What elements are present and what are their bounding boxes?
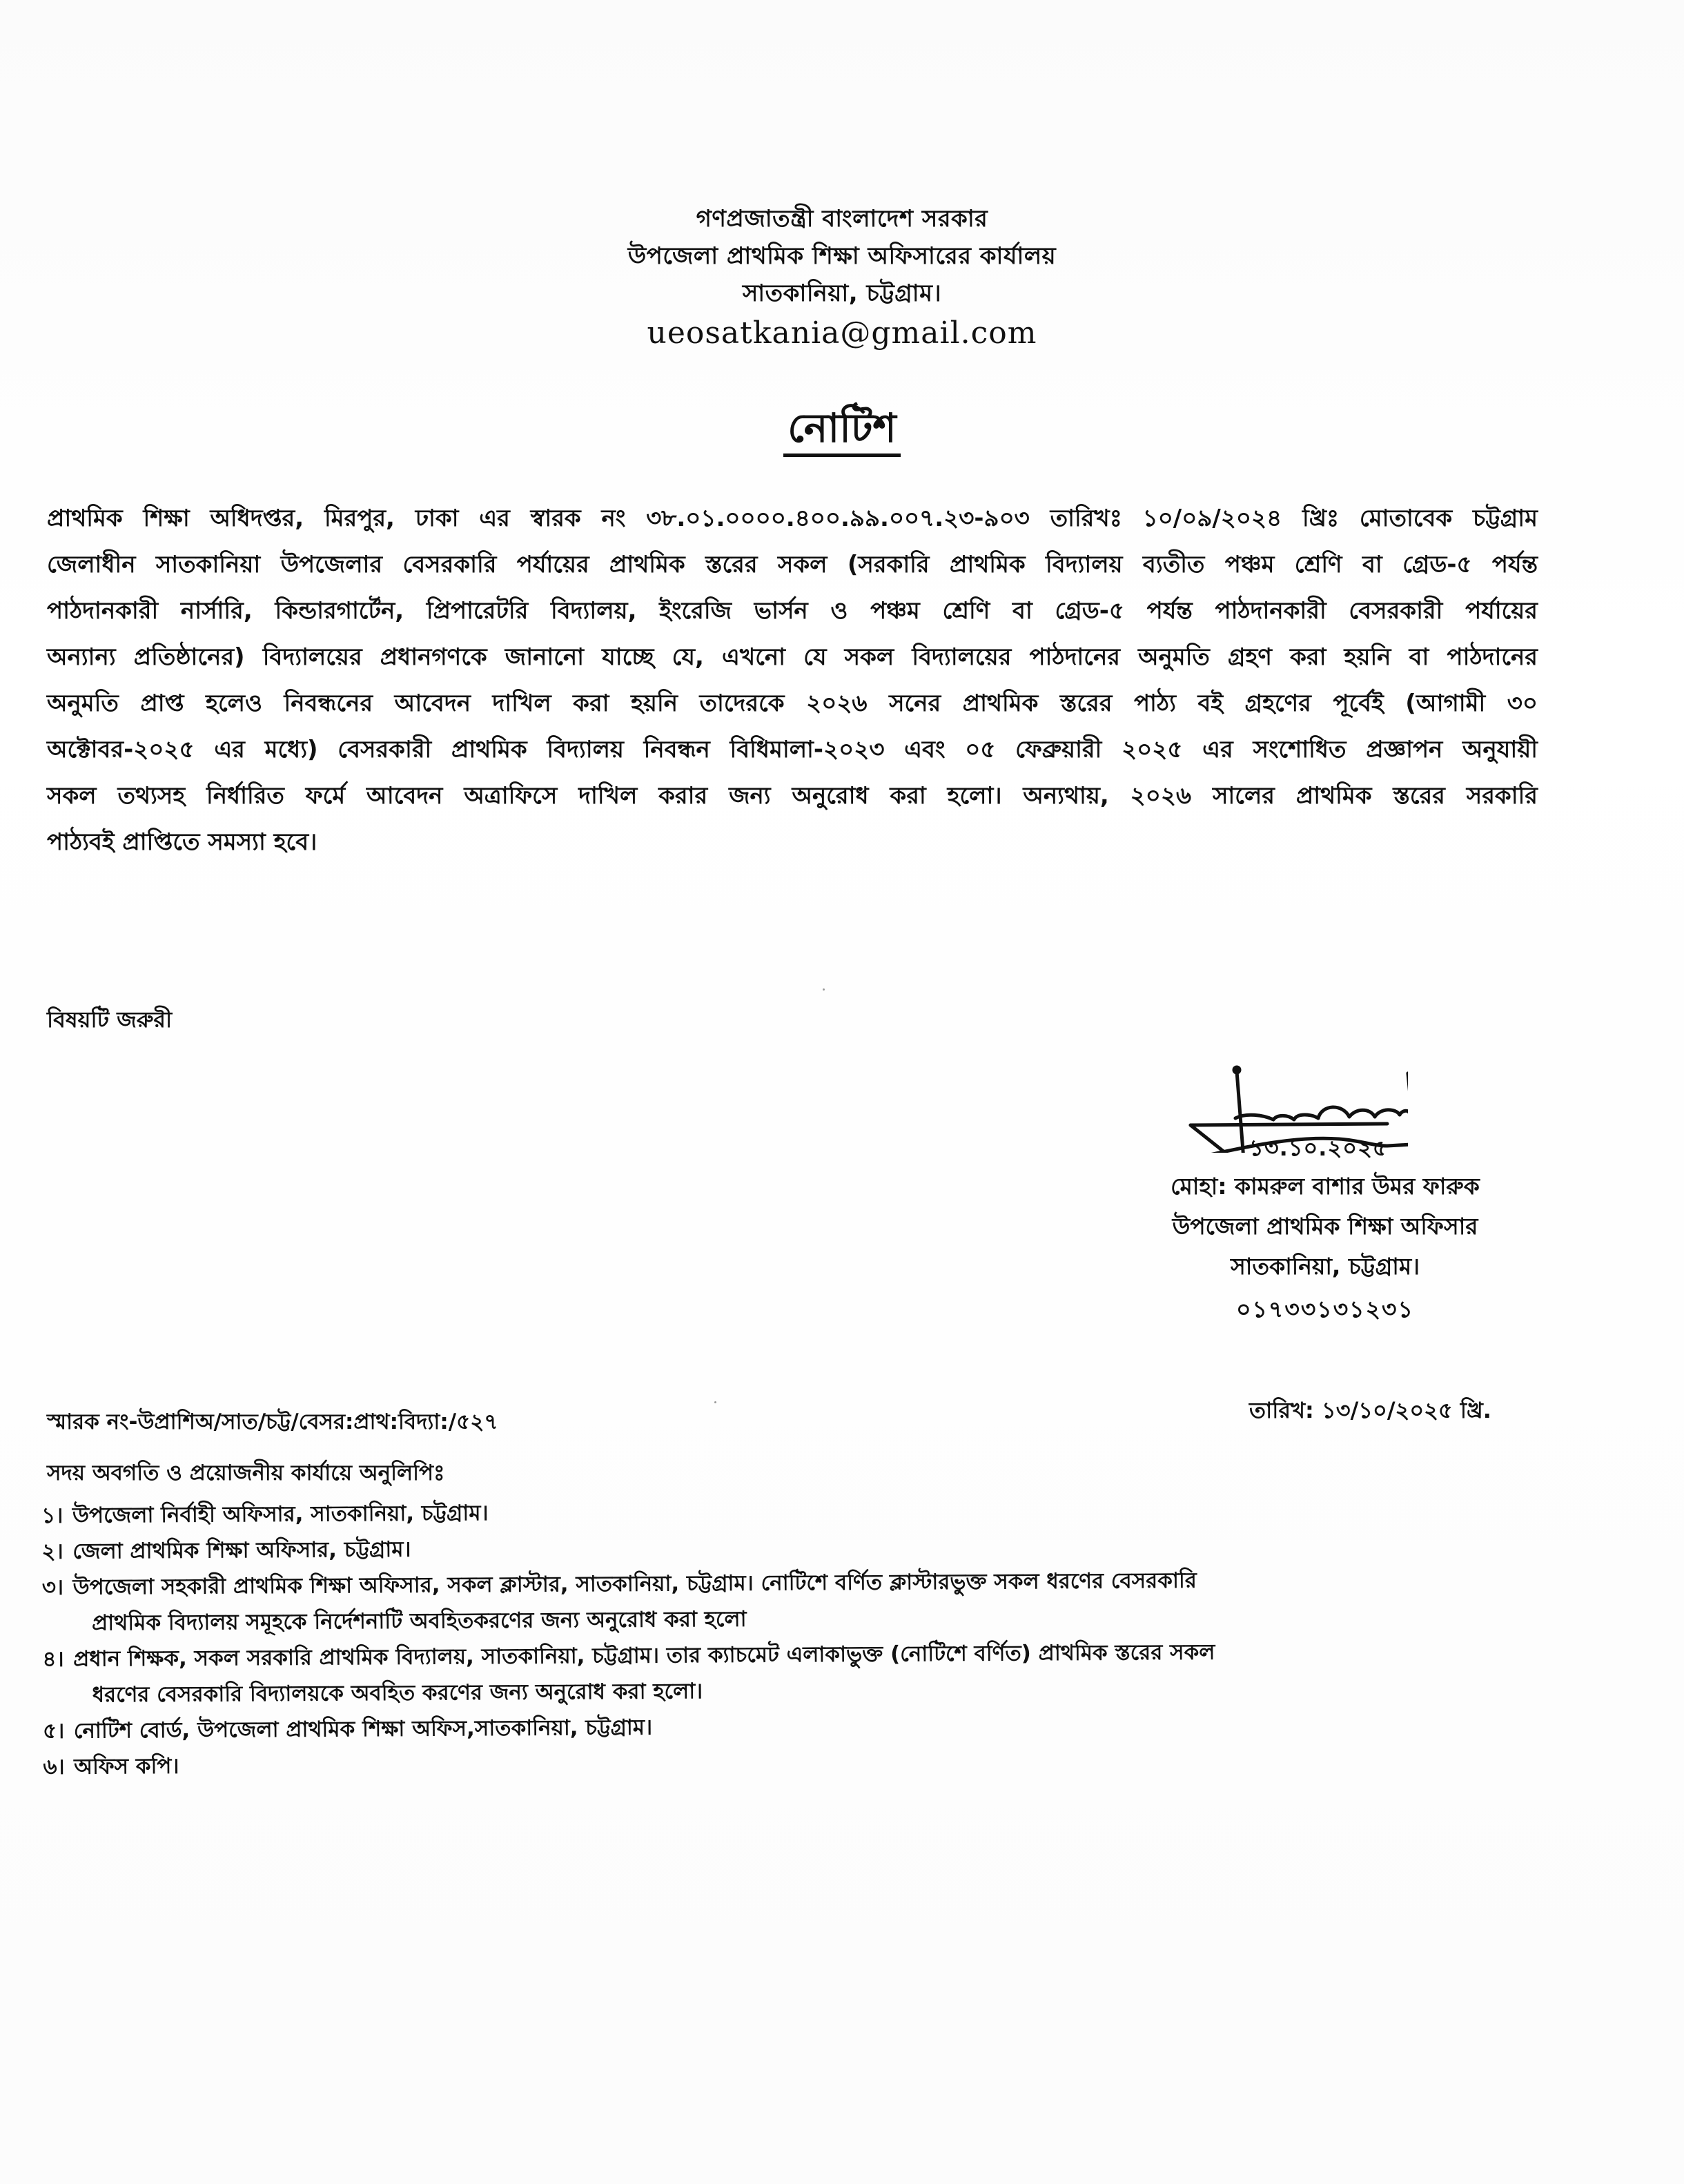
cc-title: সদয় অবগতি ও প্রয়োজনীয় কার্যায়ে অনুলিপিঃ (47, 1461, 445, 1485)
notice-title (0, 404, 1684, 457)
office-email: ueosatkania@gmail.com (647, 315, 1037, 351)
notice-title-text: নোটিশ (783, 404, 900, 457)
memo-number: স্মারক নং-উপ্রাশিঅ/সাত/চট্ট/বেসর:প্রাথ:বিদ্যা:/৫২৭ (47, 1410, 498, 1434)
memo-date: তারিখ: ১৩/১০/২০২৫ খ্রি. (1249, 1397, 1491, 1423)
body-line: অনুমতি প্রাপ্ত হলেও নিবন্ধনের আবেদন দাখিল করা হয়নি তাদেরকে ২০২৬ সনের প্রাথমিক স্তরের পাঠ্য বই গ্রহণের পূর্বেই (আগামী ৩০ (47, 690, 1538, 717)
cc-item-number: ২। (41, 1539, 63, 1564)
cc-item-text: প্রধান শিক্ষক, সকল সরকারি প্রাথমিক বিদ্যালয়, সাতকানিয়া, চট্টগ্রাম। তার ক্যাচমেট এলাকাভুক্ত (নোটিশে বর্ণিত) প্রাথমিক স্তরের সকল (73, 1639, 1215, 1672)
signer-phone: ০১৭৩৩১৩১২৩১ (1236, 1296, 1414, 1323)
cc-item-number: ৫। (42, 1718, 65, 1744)
cc-item-text: নোটিশ বোর্ড, উপজেলা প্রাথমিক শিক্ষা অফিস,সাতকানিয়া, চট্টগ্রাম। (73, 1715, 653, 1744)
cc-item-continuation: প্রাথমিক বিদ্যালয় সমূহকে নির্দেশনাটি অবহিতকরণের জন্য অনুরোধ করা হলো (92, 1606, 747, 1636)
scan-speck (714, 1401, 716, 1403)
urgent-note: বিষয়টি জরুরী (47, 1006, 173, 1033)
cc-item (42, 1632, 1561, 1713)
cc-item-text: জেলা প্রাথমিক শিক্ষা অফিসার, চট্টগ্রাম। (72, 1537, 411, 1564)
body-line: প্রাথমিক শিক্ষা অধিদপ্তর, মিরপুর, ঢাকা এর স্বারক নং ৩৮.০১.০০০০.৪০০.৯৯.০০৭.২৩-৯০৩ তারিখঃ ১০/০৯/২০২৪ খ্রিঃ মোতাবেক চট্টগ্রাম (47, 505, 1538, 532)
cc-item-text: উপজেলা নির্বাহী অফিসার, সাতকানিয়া, চট্টগ্রাম। (72, 1501, 489, 1528)
letterhead (0, 200, 1684, 353)
cc-item-number: ৬। (43, 1754, 65, 1780)
cc-item-text: অফিস কপি। (74, 1753, 179, 1780)
signer-block (1097, 1167, 1553, 1329)
government-name: গণপ্রজাতন্ত্রী বাংলাদেশ সরকার (696, 205, 988, 233)
signer-designation: উপজেলা প্রাথমিক শিক্ষা অফিসার (1172, 1213, 1478, 1240)
cc-item-continuation: ধরণের বেসরকারি বিদ্যালয়কে অবহিত করণের জন্য অনুরোধ করা হলো। (92, 1679, 703, 1708)
body-line: অক্টোবর-২০২৫ এর মধ্যে) বেসরকারী প্রাথমিক বিদ্যালয় নিবন্ধন বিধিমালা-২০২৩ এবং ০৫ ফেব্রুয়ারী ২০২৫ এর সংশোধিত প্রজ্ঞাপন অনুযায়ী (47, 736, 1538, 763)
office-location: সাতকানিয়া, চট্টগ্রাম। (742, 280, 942, 307)
body-line: পাঠ্যবই প্রাপ্তিতে সমস্যা হবে। (47, 828, 317, 856)
scan-speck (823, 988, 825, 991)
cc-item (42, 1561, 1561, 1641)
body-line: পাঠদানকারী নার্সারি, কিন্ডারগার্টেন, প্রিপারেটরি বিদ্যালয়, ইংরেজি ভার্সন ও পঞ্চম শ্রেণি বা গ্রেড-৫ পর্যন্ত পাঠদানকারী বেসরকারী পর্যায়ের (47, 597, 1538, 625)
cc-item-number: ৪। (42, 1646, 64, 1672)
signer-name: মোহা: কামরুল বাশার উমর ফারুক (1171, 1173, 1480, 1200)
cc-list (41, 1489, 1562, 1785)
signer-location: সাতকানিয়া, চট্টগ্রাম। (1231, 1253, 1420, 1280)
signature-date: ১৩.১০.২০২৫ (1249, 1135, 1388, 1161)
cc-item-number: ১। (41, 1503, 63, 1528)
body-line: সকল তথ্যসহ নির্ধারিত ফর্মে আবেদন অত্রাফিসে দাখিল করার জন্য অনুরোধ করা হলো। অন্যথায়, ২০২৬ সালের প্রাথমিক স্তরের সরকারি (47, 782, 1538, 810)
cc-item-text: উপজেলা সহকারী প্রাথমিক শিক্ষা অফিসার, সকল ক্লাস্টার, সাতকানিয়া, চট্টগ্রাম। নোটিশে বর্ণিত ক্লাস্টারভুক্ত সকল ধরণের বেসরকারি (72, 1568, 1197, 1600)
office-name: উপজেলা প্রাথমিক শিক্ষা অফিসারের কার্যালয় (627, 242, 1057, 270)
body-line: জেলাধীন সাতকানিয়া উপজেলার বেসরকারি পর্যায়ের প্রাথমিক স্তরের সকল (সরকারি প্রাথমিক বিদ্যালয় ব্যতীত পঞ্চম শ্রেণি বা গ্রেড-৫ পর্যন্ত (47, 551, 1538, 578)
notice-body (47, 496, 1538, 866)
cc-item-number: ৩। (41, 1574, 64, 1600)
body-line: অন্যান্য প্রতিষ্ঠানের) বিদ্যালয়ের প্রধানগণকে জানানো যাচ্ছে যে, এখনো যে সকল বিদ্যালয়ের পাঠদানের অনুমতি গ্রহণ করা হয়নি বা পাঠদানের (47, 643, 1538, 671)
